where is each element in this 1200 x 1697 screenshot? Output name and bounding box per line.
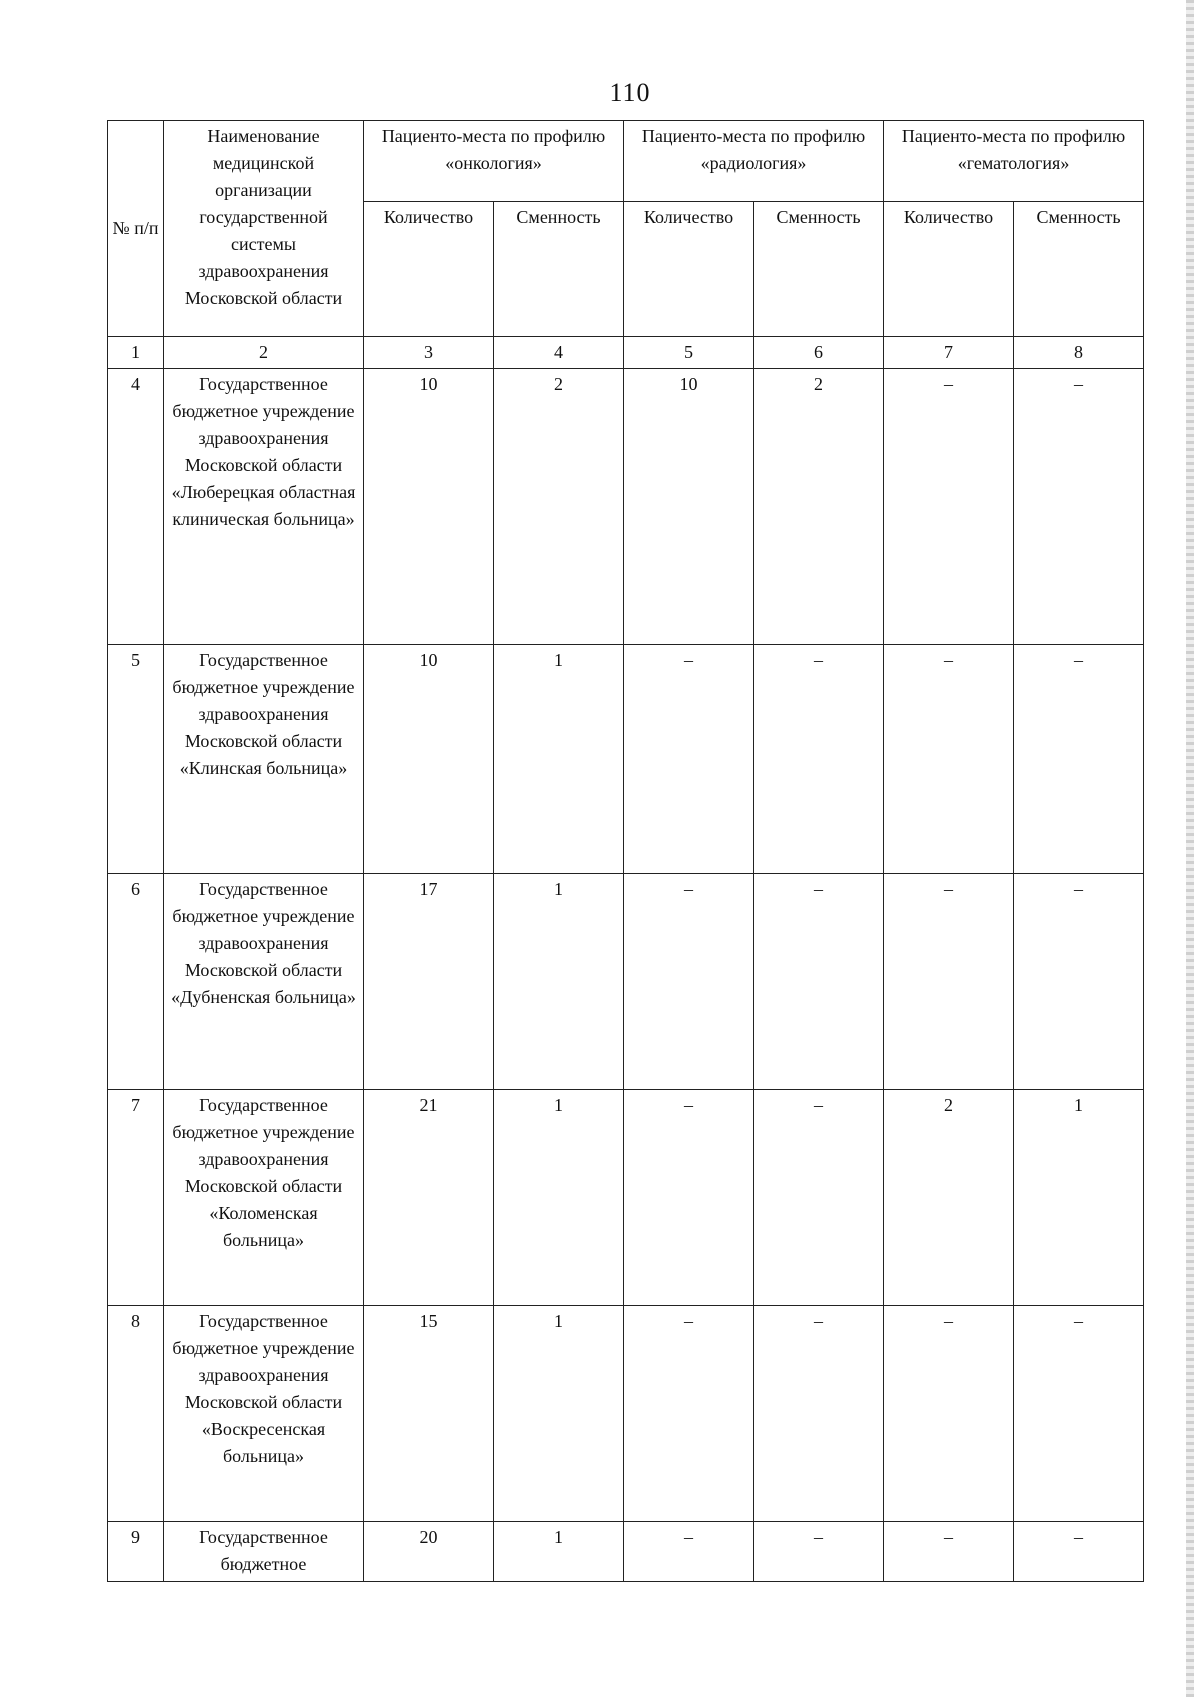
hematology-quantity: – <box>884 874 1014 1090</box>
hematology-shift: 1 <box>1014 1090 1144 1306</box>
radiology-shift: – <box>754 1306 884 1522</box>
radiology-quantity: – <box>624 645 754 874</box>
radiology-shift: 2 <box>754 369 884 645</box>
radiology-quantity: – <box>624 1522 754 1582</box>
org-name: Государственное бюджетное <box>164 1522 364 1582</box>
table-row <box>108 1522 1144 1582</box>
org-name: Государственное бюджетное учреждение здравоохранения Московской области «Клинская больница» <box>164 645 364 874</box>
row-num: 9 <box>108 1522 164 1582</box>
table-row <box>108 1306 1144 1522</box>
radiology-quantity: – <box>624 1306 754 1522</box>
column-number: 6 <box>754 337 884 369</box>
column-number: 5 <box>624 337 754 369</box>
org-name: Государственное бюджетное учреждение здравоохранения Московской области «Воскресенская больница» <box>164 1306 364 1522</box>
oncology-quantity: 17 <box>364 874 494 1090</box>
oncology-shift: 1 <box>494 1306 624 1522</box>
hematology-shift: – <box>1014 645 1144 874</box>
hematology-shift: – <box>1014 369 1144 645</box>
row-num: 4 <box>108 369 164 645</box>
radiology-shift: – <box>754 645 884 874</box>
table-row <box>108 369 1144 645</box>
row-num: 8 <box>108 1306 164 1522</box>
hematology-quantity: – <box>884 1306 1014 1522</box>
header-sub-quantity: Количество <box>624 202 754 337</box>
header-group-radiology: Пациенто-места по профилю «радиология» <box>624 121 884 202</box>
column-number: 4 <box>494 337 624 369</box>
header-org-name: Наименование медицинской организации государственной системы здравоохранения Московской области <box>164 121 364 337</box>
row-num: 7 <box>108 1090 164 1306</box>
oncology-shift: 1 <box>494 1090 624 1306</box>
table-row <box>108 645 1144 874</box>
row-num: 6 <box>108 874 164 1090</box>
column-number: 1 <box>108 337 164 369</box>
hematology-quantity: – <box>884 645 1014 874</box>
column-number: 7 <box>884 337 1014 369</box>
radiology-quantity: 10 <box>624 369 754 645</box>
page-number: 110 <box>609 78 651 107</box>
table-row <box>108 874 1144 1090</box>
oncology-shift: 1 <box>494 645 624 874</box>
org-name: Государственное бюджетное учреждение здравоохранения Московской области «Дубненская больница» <box>164 874 364 1090</box>
table-row <box>108 1090 1144 1306</box>
hematology-quantity: – <box>884 1522 1014 1582</box>
header-group-oncology: Пациенто-места по профилю «онкология» <box>364 121 624 202</box>
header-sub-quantity: Количество <box>884 202 1014 337</box>
hematology-quantity: 2 <box>884 1090 1014 1306</box>
org-name: Государственное бюджетное учреждение здравоохранения Московской области «Коломенская больница» <box>164 1090 364 1306</box>
capacity-table <box>107 120 1144 1582</box>
hematology-shift: – <box>1014 1522 1144 1582</box>
oncology-quantity: 10 <box>364 369 494 645</box>
header-sub-shift: Сменность <box>754 202 884 337</box>
header-group-hematology: Пациенто-места по профилю «гематология» <box>884 121 1144 202</box>
column-number: 8 <box>1014 337 1144 369</box>
header-sub-quantity: Количество <box>364 202 494 337</box>
oncology-shift: 2 <box>494 369 624 645</box>
oncology-quantity: 20 <box>364 1522 494 1582</box>
radiology-shift: – <box>754 1522 884 1582</box>
radiology-quantity: – <box>624 1090 754 1306</box>
oncology-shift: 1 <box>494 874 624 1090</box>
oncology-quantity: 21 <box>364 1090 494 1306</box>
hematology-quantity: – <box>884 369 1014 645</box>
hematology-shift: – <box>1014 874 1144 1090</box>
column-number: 3 <box>364 337 494 369</box>
header-num: № п/п <box>108 121 164 337</box>
oncology-shift: 1 <box>494 1522 624 1582</box>
radiology-shift: – <box>754 874 884 1090</box>
header-sub-shift: Сменность <box>1014 202 1144 337</box>
radiology-quantity: – <box>624 874 754 1090</box>
org-name: Государственное бюджетное учреждение здравоохранения Московской области «Люберецкая областная клиническая больница» <box>164 369 364 645</box>
column-number: 2 <box>164 337 364 369</box>
row-num: 5 <box>108 645 164 874</box>
hematology-shift: – <box>1014 1306 1144 1522</box>
radiology-shift: – <box>754 1090 884 1306</box>
page-edge <box>1186 0 1194 1697</box>
column-number-row <box>108 337 1144 369</box>
oncology-quantity: 10 <box>364 645 494 874</box>
oncology-quantity: 15 <box>364 1306 494 1522</box>
header-sub-shift: Сменность <box>494 202 624 337</box>
